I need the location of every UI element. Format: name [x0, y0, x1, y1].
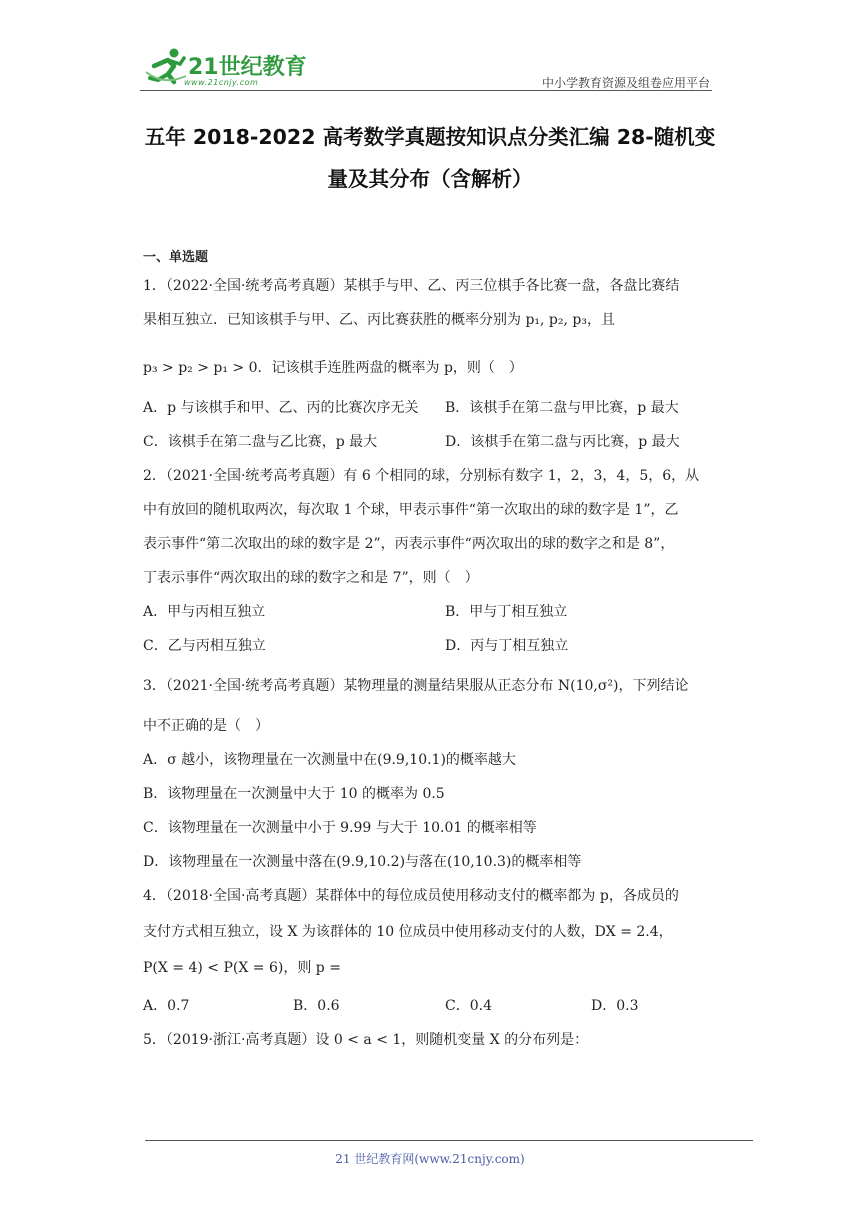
q1-option-c: C．该棋手在第二盘与乙比赛，p 最大: [143, 434, 378, 450]
q2-line-1: 2．（2021·全国·统考高考真题）有 6 个相同的球，分别标有数字 1，2，3，4，5，6，从: [143, 468, 700, 484]
q4-option-d: D．0.3: [591, 998, 639, 1014]
q3-option-b: B．该物理量在一次测量中大于 10 的概率为 0.5: [143, 786, 445, 802]
page-header: [140, 40, 712, 92]
q3-option-d: D．该物理量在一次测量中落在(9.9,10.2)与落在(10,10.3)的概率相等: [143, 854, 582, 870]
page-footer: 21 世纪教育网(www.21cnjy.com): [335, 1152, 525, 1166]
title-line-1: 五年 2018-2022 高考数学真题按知识点分类汇编 28-随机变: [144, 125, 716, 149]
q1-option-a: A．p 与该棋手和甲、乙、丙的比赛次序无关: [143, 400, 419, 416]
q5-line-1: 5．（2019·浙江·高考真题）设 0 < a < 1，则随机变量 X 的分布列是：: [143, 1032, 589, 1048]
q1-option-d: D．该棋手在第二盘与丙比赛，p 最大: [445, 434, 680, 450]
q4-option-a: A．0.7: [143, 998, 190, 1014]
title-line-2: 量及其分布（含解析）: [327, 167, 533, 191]
q4-line-1: 4．（2018·全国·高考真题）某群体中的每位成员使用移动支付的概率都为 p，各成员的: [143, 888, 679, 904]
header-slogan: 中小学教育资源及组卷应用平台: [541, 76, 710, 90]
footer-divider: [145, 1140, 753, 1141]
q2-option-b: B．甲与丁相互独立: [445, 604, 568, 620]
q4-option-c: C．0.4: [445, 998, 492, 1014]
logo: [144, 46, 314, 88]
q2-line-4: 丁表示事件“两次取出的球的数字之和是 7”，则（ ）: [143, 570, 479, 586]
q4-line-3: P(X = 4) < P(X = 6)，则 p =: [143, 960, 341, 976]
q2-option-c: C．乙与丙相互独立: [143, 638, 266, 654]
q3-option-a: A．σ 越小，该物理量在一次测量中在(9.9,10.1)的概率越大: [143, 752, 516, 768]
q3-option-c: C．该物理量在一次测量中小于 9.99 与大于 10.01 的概率相等: [143, 820, 537, 836]
page-title: [140, 116, 720, 200]
runner-icon: [144, 46, 188, 86]
logo-url: www.21cnjy.com: [184, 78, 259, 87]
q2-line-2: 中有放回的随机取两次，每次取 1 个球，甲表示事件“第一次取出的球的数字是 1”，乙: [143, 502, 679, 518]
q4-line-2: 支付方式相互独立，设 X 为该群体的 10 位成员中使用移动支付的人数，DX = 2.4，: [143, 924, 673, 940]
q1-line-2: 果相互独立．已知该棋手与甲、乙、丙比赛获胜的概率分别为 p₁, p₂, p₃，且: [143, 312, 615, 328]
q2-option-a: A．甲与丙相互独立: [143, 604, 266, 620]
q4-option-b: B．0.6: [293, 998, 340, 1014]
q1-line-1: 1．（2022·全国·统考高考真题）某棋手与甲、乙、丙三位棋手各比赛一盘，各盘比赛结: [143, 278, 680, 294]
q1-option-b: B．该棋手在第二盘与甲比赛，p 最大: [445, 400, 679, 416]
header-divider: [140, 90, 712, 91]
q2-option-d: D．丙与丁相互独立: [445, 638, 569, 654]
q1-line-3: p₃ > p₂ > p₁ > 0．记该棋手连胜两盘的概率为 p，则（ ）: [143, 360, 523, 376]
q3-line-2: 中不正确的是（ ）: [143, 718, 269, 734]
q3-line-1: 3．（2021·全国·统考高考真题）某物理量的测量结果服从正态分布 N(10,σ²)，下列结论: [143, 678, 689, 694]
q2-line-3: 表示事件“第二次取出的球的数字是 2”，丙表示事件“两次取出的球的数字之和是 8”，: [143, 536, 675, 552]
section-heading: 一、单选题: [143, 250, 209, 265]
logo-text: 21世纪教育: [188, 55, 307, 80]
